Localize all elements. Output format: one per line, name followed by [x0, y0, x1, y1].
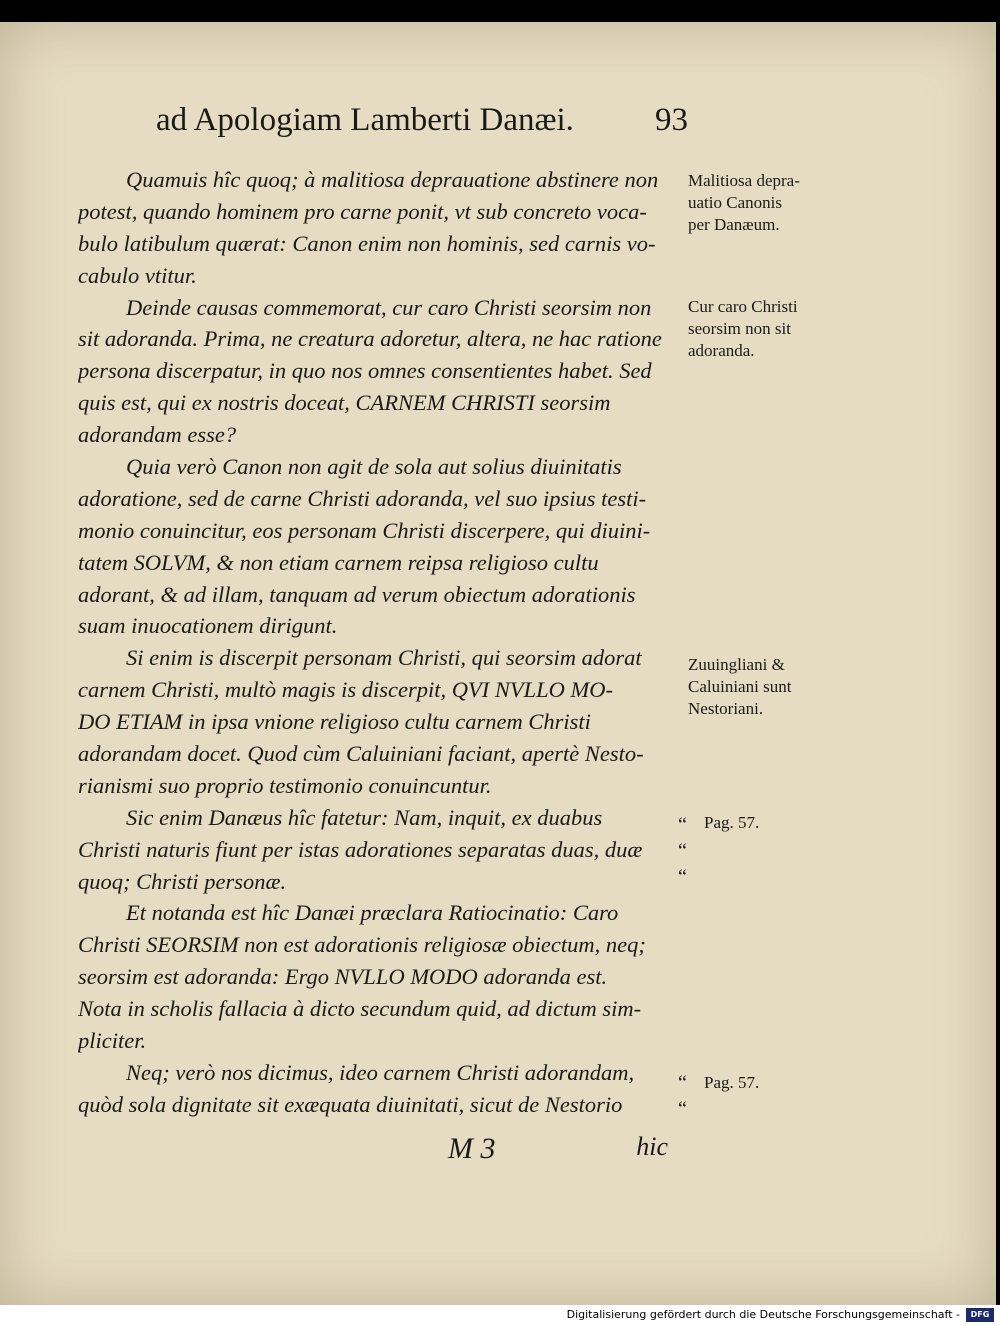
margin-note-text: Malitiosa depra- uatio Canonis per Danæum. — [688, 171, 800, 234]
main-text — [78, 164, 674, 1121]
text-line: DO ETIAM in ipsa vnione religioso cultu carnem Christi — [78, 709, 591, 735]
text-line: quòd sola dignitate sit exæquata diuinitati, sicut de Nestorio — [78, 1091, 623, 1117]
margin-note-page-ref — [704, 1072, 864, 1094]
text-line: quoq; Christi personæ. — [78, 868, 287, 894]
text-line: seorsim est adoranda: Ergo NVLLO MODO adoranda est. — [78, 964, 608, 990]
margin-note — [688, 296, 848, 362]
footer-bar — [0, 1305, 1000, 1325]
text-line: potest, quando hominem pro carne ponit, vt sub concreto voca- — [78, 198, 647, 224]
text-line: quis est, qui ex nostris doceat, CARNEM CHRISTI seorsim — [78, 390, 611, 416]
page-header — [148, 102, 688, 152]
text-line: persona discerpatur, in quo nos omnes consentientes habet. Sed — [78, 358, 652, 384]
margin-note-text: Pag. 57. — [704, 813, 760, 832]
text-line: monio conuincitur, eos personam Christi discerpere, qui diuini- — [78, 517, 651, 543]
margin-note — [688, 170, 848, 236]
text-line: Christi naturis fiunt per istas adorationes separatas duas, duæ — [78, 836, 643, 862]
text-line: tatem SOLVM, & non etiam carnem reipsa religioso cultu — [78, 549, 599, 575]
margin-note-text: Zuuingliani & Caluiniani sunt Nestoriani. — [688, 655, 792, 718]
text-line: Et notanda est hîc Danæi præclara Ratiocinatio: Caro — [126, 900, 619, 926]
dfg-logo: DFG — [966, 1308, 994, 1322]
running-title: ad Apologiam Lamberti Danæi. — [156, 102, 574, 138]
text-line: carnem Christi, multò magis is discerpit, QVI NVLLO MO- — [78, 677, 614, 703]
text-line: rianismi suo proprio testimonio conuincuntur. — [78, 772, 492, 798]
margin-note — [688, 654, 848, 720]
text-line: Deinde causas commemorat, cur caro Christi seorsim non — [126, 294, 652, 320]
text-line: Nota in scholis fallacia à dicto secundum quid, ad dictum sim- — [78, 996, 642, 1022]
text-line: Si enim is discerpit personam Christi, qui seorsim adorat — [126, 645, 642, 671]
catchline — [78, 1128, 674, 1168]
text-line: Neq; verò nos dicimus, ideo carnem Christi adorandam, — [126, 1059, 635, 1085]
page-number: 93 — [655, 102, 688, 138]
text-line: adoratione, sed de carne Christi adoranda, vel suo ipsius testi- — [78, 485, 647, 511]
catchword: hic — [636, 1132, 668, 1161]
text-line: Christi SEORSIM non est adorationis religiosæ obiectum, neq; — [78, 932, 646, 958]
text-line: bulo latibulum quærat: Canon enim non hominis, sed carnis vo- — [78, 230, 656, 256]
quotation-marks: “ “ “ — [678, 814, 687, 888]
text-line: Quia verò Canon non agit de sola aut solius diuinitatis — [126, 454, 622, 480]
text-line: Quamuis hîc quoq; à malitiosa deprauatione abstinere non — [126, 167, 659, 192]
margin-note-text: Cur caro Christi seorsim non sit adoranda. — [688, 297, 798, 360]
margin-note-page-ref — [704, 812, 864, 834]
funding-credit: Digitalisierung gefördert durch die Deutsche Forschungsgemeinschaft - — [566, 1308, 960, 1321]
text-line: pliciter. — [78, 1028, 147, 1054]
signature-mark: M 3 — [448, 1132, 496, 1165]
text-line: sit adoranda. Prima, ne creatura adoretur, altera, ne hac ratione — [78, 326, 662, 352]
book-page — [0, 22, 996, 1305]
text-line: adorant, & ad illam, tanquam ad verum obiectum adorationis — [78, 581, 636, 607]
text-line: cabulo vtitur. — [78, 262, 197, 288]
text-line: suam inuocationem dirigunt. — [78, 613, 338, 639]
quotation-marks: “ “ — [678, 1072, 687, 1120]
margin-note-text: Pag. 57. — [704, 1073, 760, 1092]
text-line: Sic enim Danæus hîc fatetur: Nam, inquit, ex duabus — [126, 804, 603, 830]
text-line: adorandam esse? — [78, 422, 237, 448]
text-line: adorandam docet. Quod cùm Caluiniani faciant, apertè Nesto- — [78, 741, 644, 767]
